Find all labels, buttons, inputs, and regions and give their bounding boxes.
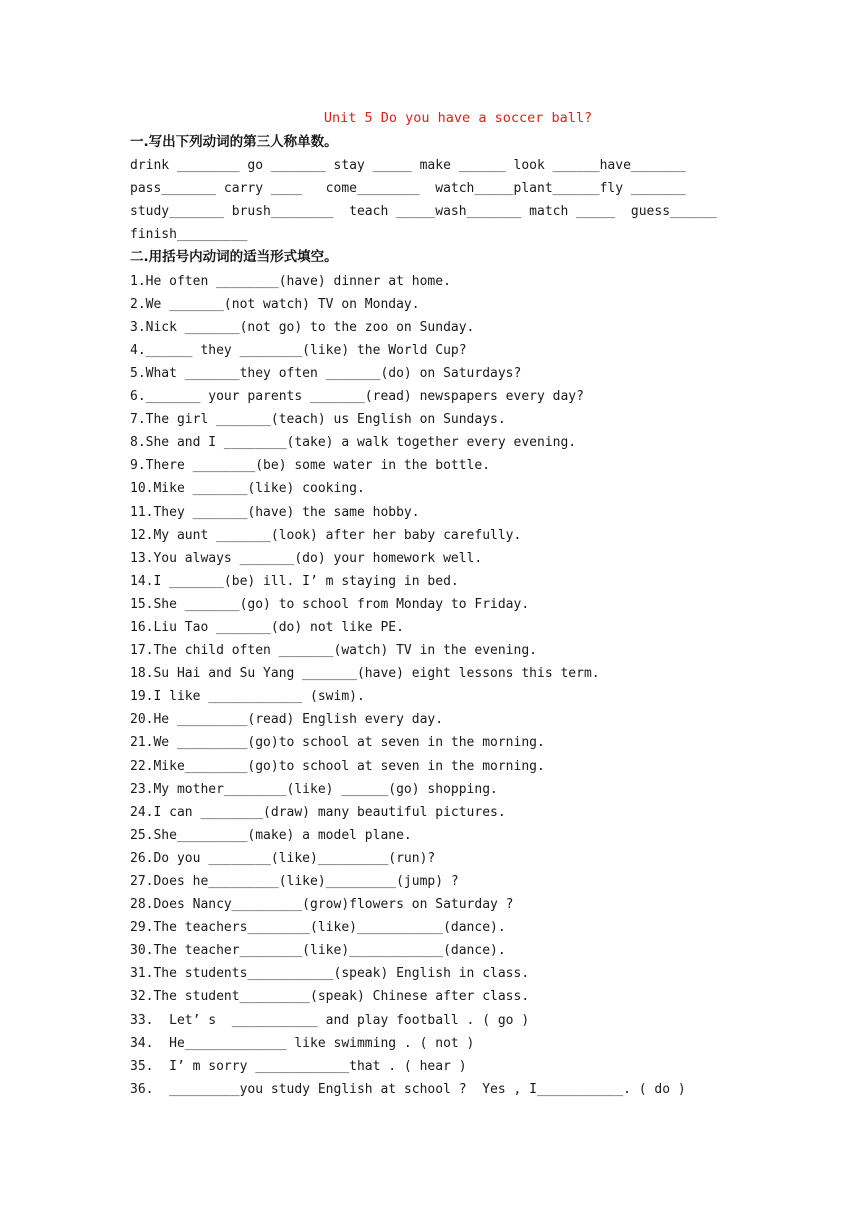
- exercise-item: 9.There ________(be) some water in the bottle.: [130, 458, 491, 474]
- exercise-item: 16.Liu Tao _______(do) not like PE.: [130, 619, 404, 635]
- exercise-item: 35. I’ m sorry ____________that . ( hear ): [130, 1058, 467, 1074]
- exercise-item: 8.She and I ________(take) a walk together every evening.: [130, 435, 577, 451]
- exercise-item: 24.I can ________(draw) many beautiful pictures.: [130, 804, 506, 820]
- exercise-item: 28.Does Nancy_________(grow)flowers on Saturday ?: [130, 897, 514, 913]
- verb-line: study_______ brush________ teach _____wash_______ match _____ guess______: [130, 204, 717, 220]
- verb-line: drink ________ go _______ stay _____ make ______ look ______have_______: [130, 158, 686, 174]
- exercise-item: 18.Su Hai and Su Yang _______(have) eight lessons this term.: [130, 666, 600, 682]
- worksheet-title: Unit 5 Do you have a soccer ball?: [323, 110, 593, 126]
- exercise-item: 17.The child often _______(watch) TV in the evening.: [130, 643, 537, 659]
- exercise-item: 13.You always _______(do) your homework well.: [130, 550, 483, 566]
- exercise-item: 20.He _________(read) English every day.: [130, 712, 444, 728]
- exercise-item: 32.The student_________(speak) Chinese after class.: [130, 989, 530, 1005]
- section-heading: 二.用括号内动词的适当形式填空。: [130, 249, 338, 266]
- worksheet: [130, 108, 750, 1101]
- exercise-item: 11.They _______(have) the same hobby.: [130, 504, 420, 520]
- exercise-item: 25.She_________(make) a model plane.: [130, 827, 412, 843]
- verb-line: pass_______ carry ____ come________ watch_____plant______fly _______: [130, 181, 686, 197]
- exercise-item: 23.My mother________(like) ______(go) shopping.: [130, 781, 498, 797]
- exercise-item: 30.The teacher________(like)____________(dance).: [130, 943, 506, 959]
- exercise-item: 36. _________you study English at school ? Yes , I___________. ( do ): [130, 1081, 686, 1097]
- exercise-item: 15.She _______(go) to school from Monday to Friday.: [130, 596, 530, 612]
- exercise-item: 12.My aunt _______(look) after her baby carefully.: [130, 527, 522, 543]
- exercise-list: [130, 270, 750, 1101]
- exercise-item: 34. He_____________ like swimming . ( not ): [130, 1035, 475, 1051]
- exercise-item: 6._______ your parents _______(read) newspapers every day?: [130, 389, 584, 405]
- section-heading: 一.写出下列动词的第三人称单数。: [130, 134, 338, 150]
- exercise-item: 1.He often ________(have) dinner at home.: [130, 273, 451, 289]
- exercise-item: 7.The girl _______(teach) us English on Sundays.: [130, 412, 506, 428]
- exercise-item: 26.Do you ________(like)_________(run)?: [130, 850, 436, 866]
- exercise-item: 2.We _______(not watch) TV on Monday.: [130, 296, 420, 312]
- exercise-item: 5.What _______they often _______(do) on Saturdays?: [130, 365, 522, 381]
- verb-list: [130, 154, 750, 246]
- exercise-item: 31.The students___________(speak) English in class.: [130, 966, 530, 982]
- exercise-item: 27.Does he_________(like)_________(jump) ?: [130, 874, 459, 889]
- exercise-item: 10.Mike _______(like) cooking.: [130, 481, 365, 497]
- exercise-item: 22.Mike________(go)to school at seven in the morning.: [130, 758, 545, 774]
- exercise-item: 14.I _______(be) ill. I’ m staying in bed.: [130, 573, 459, 589]
- exercise-item: 19.I like ____________ (swim).: [130, 689, 365, 705]
- verb-line: finish_________: [130, 227, 248, 243]
- exercise-item: 21.We _________(go)to school at seven in the morning.: [130, 735, 545, 751]
- section-fill-blanks: [130, 246, 750, 1100]
- section-third-person: [130, 131, 750, 246]
- exercise-item: 4.______ they ________(like) the World Cup?: [130, 342, 467, 358]
- exercise-item: 33. Let’ s ___________ and play football . ( go ): [130, 1012, 530, 1028]
- exercise-item: 29.The teachers________(like)___________(dance).: [130, 920, 506, 936]
- exercise-item: 3.Nick _______(not go) to the zoo on Sunday.: [130, 319, 475, 335]
